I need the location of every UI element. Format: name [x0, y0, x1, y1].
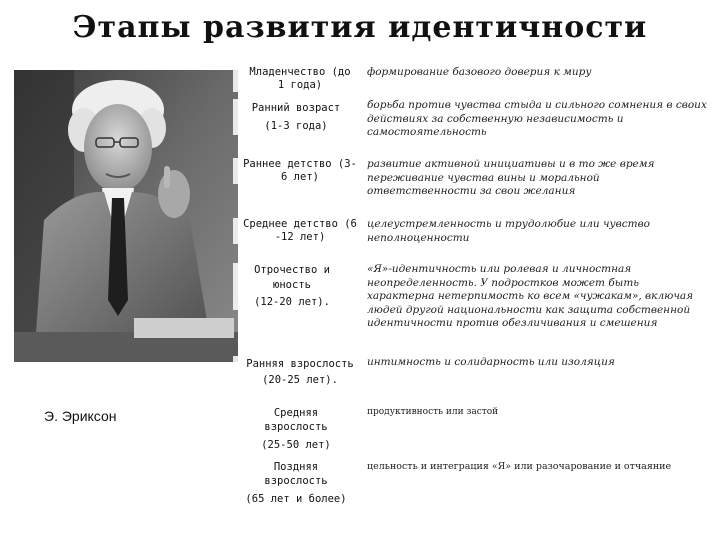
stage-age — [233, 158, 367, 184]
page-title: Этапы развития идентичности — [72, 10, 648, 45]
photo-caption: Э. Эриксон — [44, 408, 117, 424]
stage-age — [233, 263, 351, 310]
stage-age-line: Раннее детство (3- — [243, 158, 357, 170]
stage-age — [233, 406, 359, 452]
stage-age-line: Ранний возраст — [251, 102, 341, 114]
stage-description: цельность и интеграция «Я» или разочарование и отчаяние — [367, 461, 672, 472]
stage-age-line: 6 лет) — [281, 171, 319, 183]
stage-age-line: (1-3 года) — [264, 120, 328, 132]
stage-age — [233, 66, 367, 92]
stage-age — [233, 356, 367, 388]
stage-age-line: Средняя — [273, 407, 319, 419]
stage-age-line: Ранняя взрослость — [246, 358, 354, 370]
stage-age-line: Отрочество и — [254, 264, 330, 276]
stage-age-line: (25-50 лет) — [261, 439, 331, 451]
stage-age-line: Поздняя — [273, 461, 319, 473]
stage-description: формирование базового доверия к миру — [367, 66, 592, 78]
stage-age — [233, 218, 367, 244]
stage-age — [233, 460, 359, 506]
stage-description: целеустремленность и трудолюбие или чувство неполноценности — [367, 218, 651, 244]
stage-age-line: юность — [273, 279, 311, 291]
stage-description: интимность и солидарность или изоляция — [367, 356, 615, 368]
stage-age — [233, 99, 359, 135]
stage-age-line: Младенчество (до — [249, 66, 351, 78]
stage-description: борьба против чувства стыда и сильного сомнения в своих действиях за собственную независимость и самостоятельность — [367, 99, 707, 138]
stage-age-line: (20-25 лет). — [262, 374, 338, 386]
stage-age-line: (65 лет и более) — [245, 493, 347, 505]
stage-age-line: 1 года) — [277, 79, 323, 91]
stage-age-line: -12 лет) — [274, 231, 326, 243]
stage-age-line: Среднее детство (6 — [243, 218, 357, 230]
stage-age-line: взрослость — [264, 475, 328, 487]
stage-description: продуктивность или застой — [367, 407, 499, 417]
stage-age-line: (12-20 лет). — [254, 296, 330, 308]
stage-description: «Я»-идентичность или ролевая и личностная неопределенность. У подростков может быть характерна нетерпимость ко всем «чужакам», включая людей другой национальности как защита собственной идентичности против обезличивания и смешения — [367, 263, 694, 329]
stage-description: развитие активной инициативы и в то же время переживание чувства вины и моральной ответственности за свои желания — [367, 158, 655, 197]
stage-age-line: взрослость — [264, 421, 328, 433]
